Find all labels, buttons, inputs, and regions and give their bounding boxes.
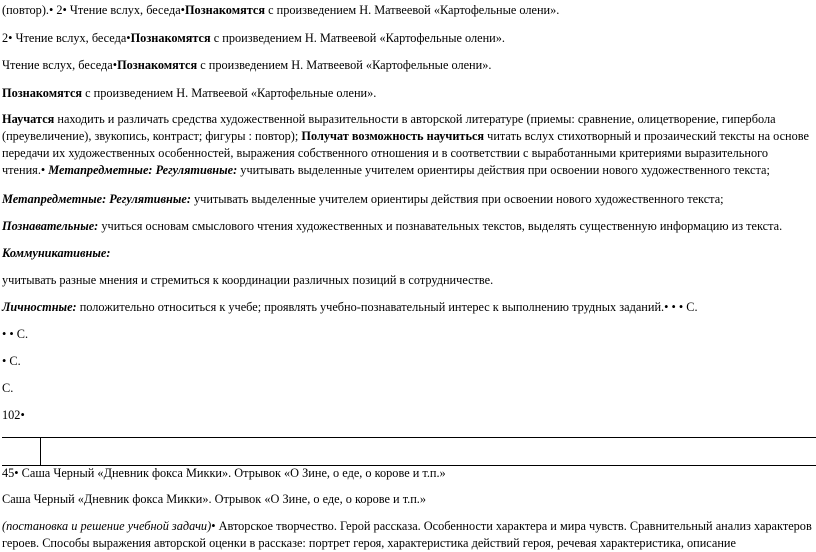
text-span: • С. [2,354,21,368]
text-line-9 [2,272,493,289]
text-line-14 [2,407,25,424]
text-line-3 [2,57,491,74]
bold-italic-text: Познавательные: [2,219,99,233]
text-line-4 [2,85,376,102]
text-span: • • С. [2,327,29,341]
bold-text: Получат возможность научиться [301,129,485,143]
table-grid [2,437,816,466]
bold-text: Научатся [2,112,55,126]
paragraph-lesson [2,518,812,552]
italic-text: (постановка и решение учебной задачи) [2,519,212,533]
bold-text: Познакомятся [2,86,83,100]
text-line-1 [2,2,559,19]
text-span: читать вслух стихотворный и прозаический тексты на основе передачи их художественных особенностей, выражения собственного отношения и в соответствии с выработанными критериями выразительного чтения.• [2,129,809,177]
text-line-7 [2,218,782,235]
text-line-13 [2,380,13,397]
text-span: с произведением Н. Матвеевой «Картофельные олени». [82,86,377,100]
text-span: положительно относиться к учебе; проявлять учебно-познавательный интерес к выполнению трудных заданий.• • • С. [76,300,698,314]
text-span: Саша Черный «Дневник фокса Микки». Отрывок «О Зине, о еде, о корове и т.п.» [2,492,427,506]
bold-text: Познакомятся [117,58,198,72]
text-line-8 [2,245,110,262]
text-span: 102• [2,408,25,422]
text-span: Чтение вслух, беседа• [2,58,118,72]
text-span: • Авторское творчество. Герой рассказа. Особенности характера и мира чувств. Сравнительный анализ характеров героев. Способы выражения авторской оценки в рассказе: портрет героя, характеристика действий героя, речевая характеристика, описание [2,519,812,550]
text-span: учиться основам смыслового чтения художественных и познавательных текстов, выделять существенную информацию из текста. [98,219,783,233]
bold-text: Познакомятся [184,3,266,17]
text-span: учитывать разные мнения и стремиться к координации различных позиций в сотрудничестве. [2,273,494,287]
text-line-10 [2,299,698,316]
text-line-6 [2,191,724,208]
text-span: учитывать выделенные учителем ориентиры действия при освоении нового художественного текста; [237,163,770,177]
text-span: 45• Саша Черный «Дневник фокса Микки». Отрывок «О Зине, о еде, о корове и т.п.» [2,466,446,480]
bold-italic-text: Метапредметные: Регулятивные: [48,163,238,177]
bold-text: Познакомятся [130,31,211,45]
paragraph-outcomes [2,111,812,179]
text-line-12 [2,353,21,370]
text-span: 2• Чтение вслух, беседа• [2,31,131,45]
bold-italic-text: Коммуникативные: [2,246,111,260]
text-span: с произведением Н. Матвеевой «Картофельные олени». [197,58,492,72]
bold-italic-text: Личностные: [2,300,77,314]
text-span: находить и различать средства художественной выразительности в авторской литературе (приемы: сравнение, олицетворение, гипербола (преувеличение), звукопись, контраст; фигуры : повтор); [2,112,776,143]
text-span: учитывать выделенные учителем ориентиры действия при освоении нового художественного текста; [190,192,724,206]
text-line-15 [2,465,446,482]
bold-italic-text: Метапредметные: Регулятивные: [2,192,191,206]
text-line-16 [2,491,426,508]
text-span: (повтор).• 2• Чтение вслух, беседа• [2,3,185,17]
text-span: с произведением Н. Матвеевой «Картофельные олени». [265,3,560,17]
table-cell [2,438,41,465]
text-line-2 [2,30,505,47]
text-line-11 [2,326,28,343]
text-span: с произведением Н. Матвеевой «Картофельные олени». [210,31,505,45]
text-span: С. [2,381,14,395]
